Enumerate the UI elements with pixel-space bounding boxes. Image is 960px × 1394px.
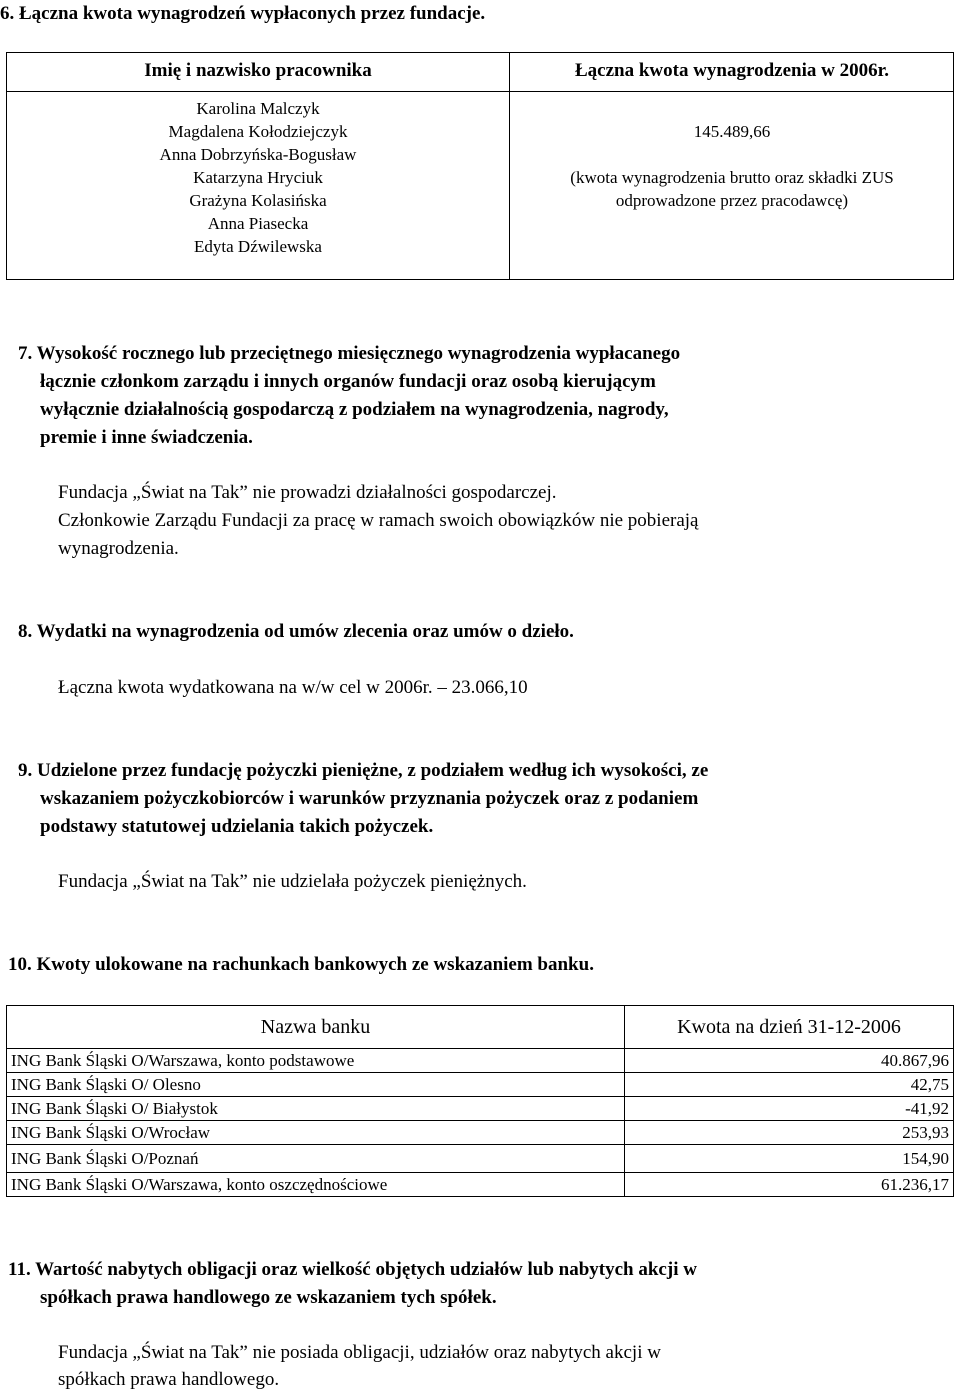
section-9-heading: wskazaniem pożyczkobiorców i warunków przyznania pożyczek oraz z podaniem bbox=[40, 788, 699, 809]
section-7-heading: premie i inne świadczenia. bbox=[40, 427, 253, 448]
bank-amount: -41,92 bbox=[625, 1097, 954, 1121]
bank-name: ING Bank Śląski O/Wrocław bbox=[7, 1121, 625, 1145]
bank-amount: 40.867,96 bbox=[625, 1049, 954, 1073]
section-7-text: Fundacja „Świat na Tak” nie prowadzi działalności gospodarczej. bbox=[58, 482, 557, 503]
table-row bbox=[7, 1173, 954, 1197]
section-9-heading: podstawy statutowej udzielania takich pożyczek. bbox=[40, 816, 434, 837]
employee-name: Magdalena Kołodziejczyk bbox=[168, 122, 348, 141]
salary-note-line: (kwota wynagrodzenia brutto oraz składki ZUS bbox=[570, 168, 894, 187]
bank-name: ING Bank Śląski O/Warszawa, konto oszczędnościowe bbox=[7, 1173, 625, 1197]
section-11-heading: spółkach prawa handlowego ze wskazaniem tych spółek. bbox=[40, 1287, 497, 1308]
section-11-heading: 11. Wartość nabytych obligacji oraz wielkość objętych udziałów lub nabytych akcji w bbox=[8, 1259, 697, 1280]
total-salary-header: Łączna kwota wynagrodzenia w 2006r. bbox=[574, 60, 890, 81]
bank-amount: 61.236,17 bbox=[625, 1173, 954, 1197]
salary-table bbox=[6, 52, 954, 280]
table-row bbox=[7, 1145, 954, 1173]
employee-name: Edyta Dźwilewska bbox=[194, 237, 322, 256]
section-7-text: Członkowie Zarządu Fundacji za pracę w ramach swoich obowiązków nie pobierają bbox=[58, 510, 699, 531]
bank-name-header: Nazwa banku bbox=[7, 1006, 625, 1049]
section-6-heading: 6. Łączna kwota wynagrodzeń wypłaconych przez fundacje. bbox=[0, 3, 486, 24]
table-row bbox=[7, 1049, 954, 1073]
balance-header: Kwota na dzień 31-12-2006 bbox=[625, 1006, 954, 1049]
section-7-heading: łącznie członkom zarządu i innych organów fundacji oraz osobą kierującym bbox=[40, 371, 656, 392]
table-header-row bbox=[7, 1006, 954, 1049]
bank-name: ING Bank Śląski O/ Białystok bbox=[7, 1097, 625, 1121]
employee-names-list bbox=[7, 97, 509, 258]
table-divider bbox=[7, 91, 953, 92]
bank-name: ING Bank Śląski O/Warszawa, konto podstawowe bbox=[7, 1049, 625, 1073]
total-salary-amount: 145.489,66 bbox=[693, 122, 771, 141]
table-row bbox=[7, 1073, 954, 1097]
section-9-text: Fundacja „Świat na Tak” nie udzielała pożyczek pieniężnych. bbox=[58, 871, 527, 892]
bank-accounts-table bbox=[6, 1005, 954, 1197]
section-7-heading: 7. Wysokość rocznego lub przeciętnego miesięcznego wynagrodzenia wypłacanego bbox=[18, 343, 681, 364]
table-row bbox=[7, 1121, 954, 1145]
employee-name: Grażyna Kolasińska bbox=[189, 191, 327, 210]
employee-name: Katarzyna Hryciuk bbox=[193, 168, 323, 187]
section-11-text: spółkach prawa handlowego. bbox=[58, 1369, 280, 1390]
bank-amount: 42,75 bbox=[625, 1073, 954, 1097]
salary-note-line: odprowadzone przez pracodawcę) bbox=[615, 191, 849, 210]
table-row bbox=[7, 1097, 954, 1121]
employee-name-header: Imię i nazwisko pracownika bbox=[144, 60, 372, 81]
employee-name: Anna Dobrzyńska-Bogusław bbox=[159, 145, 357, 164]
bank-amount: 154,90 bbox=[625, 1145, 954, 1173]
section-7-text: wynagrodzenia. bbox=[58, 538, 179, 559]
section-8-heading: 8. Wydatki na wynagrodzenia od umów zlecenia oraz umów o dzieło. bbox=[18, 621, 574, 642]
section-10-heading: 10. Kwoty ulokowane na rachunkach bankowych ze wskazaniem banku. bbox=[8, 954, 594, 975]
bank-name: ING Bank Śląski O/Poznań bbox=[7, 1145, 625, 1173]
employee-name: Karolina Malczyk bbox=[196, 99, 320, 118]
section-9-heading: 9. Udzielone przez fundację pożyczki pieniężne, z podziałem według ich wysokości, ze bbox=[18, 760, 709, 781]
bank-amount: 253,93 bbox=[625, 1121, 954, 1145]
section-11-text: Fundacja „Świat na Tak” nie posiada obligacji, udziałów oraz nabytych akcji w bbox=[58, 1342, 661, 1363]
employee-name: Anna Piasecka bbox=[207, 214, 309, 233]
bank-name: ING Bank Śląski O/ Olesno bbox=[7, 1073, 625, 1097]
section-8-text: Łączna kwota wydatkowana na w/w cel w 2006r. – 23.066,10 bbox=[58, 677, 528, 698]
section-7-heading: wyłącznie działalnością gospodarczą z podziałem na wynagrodzenia, nagrody, bbox=[40, 399, 669, 420]
